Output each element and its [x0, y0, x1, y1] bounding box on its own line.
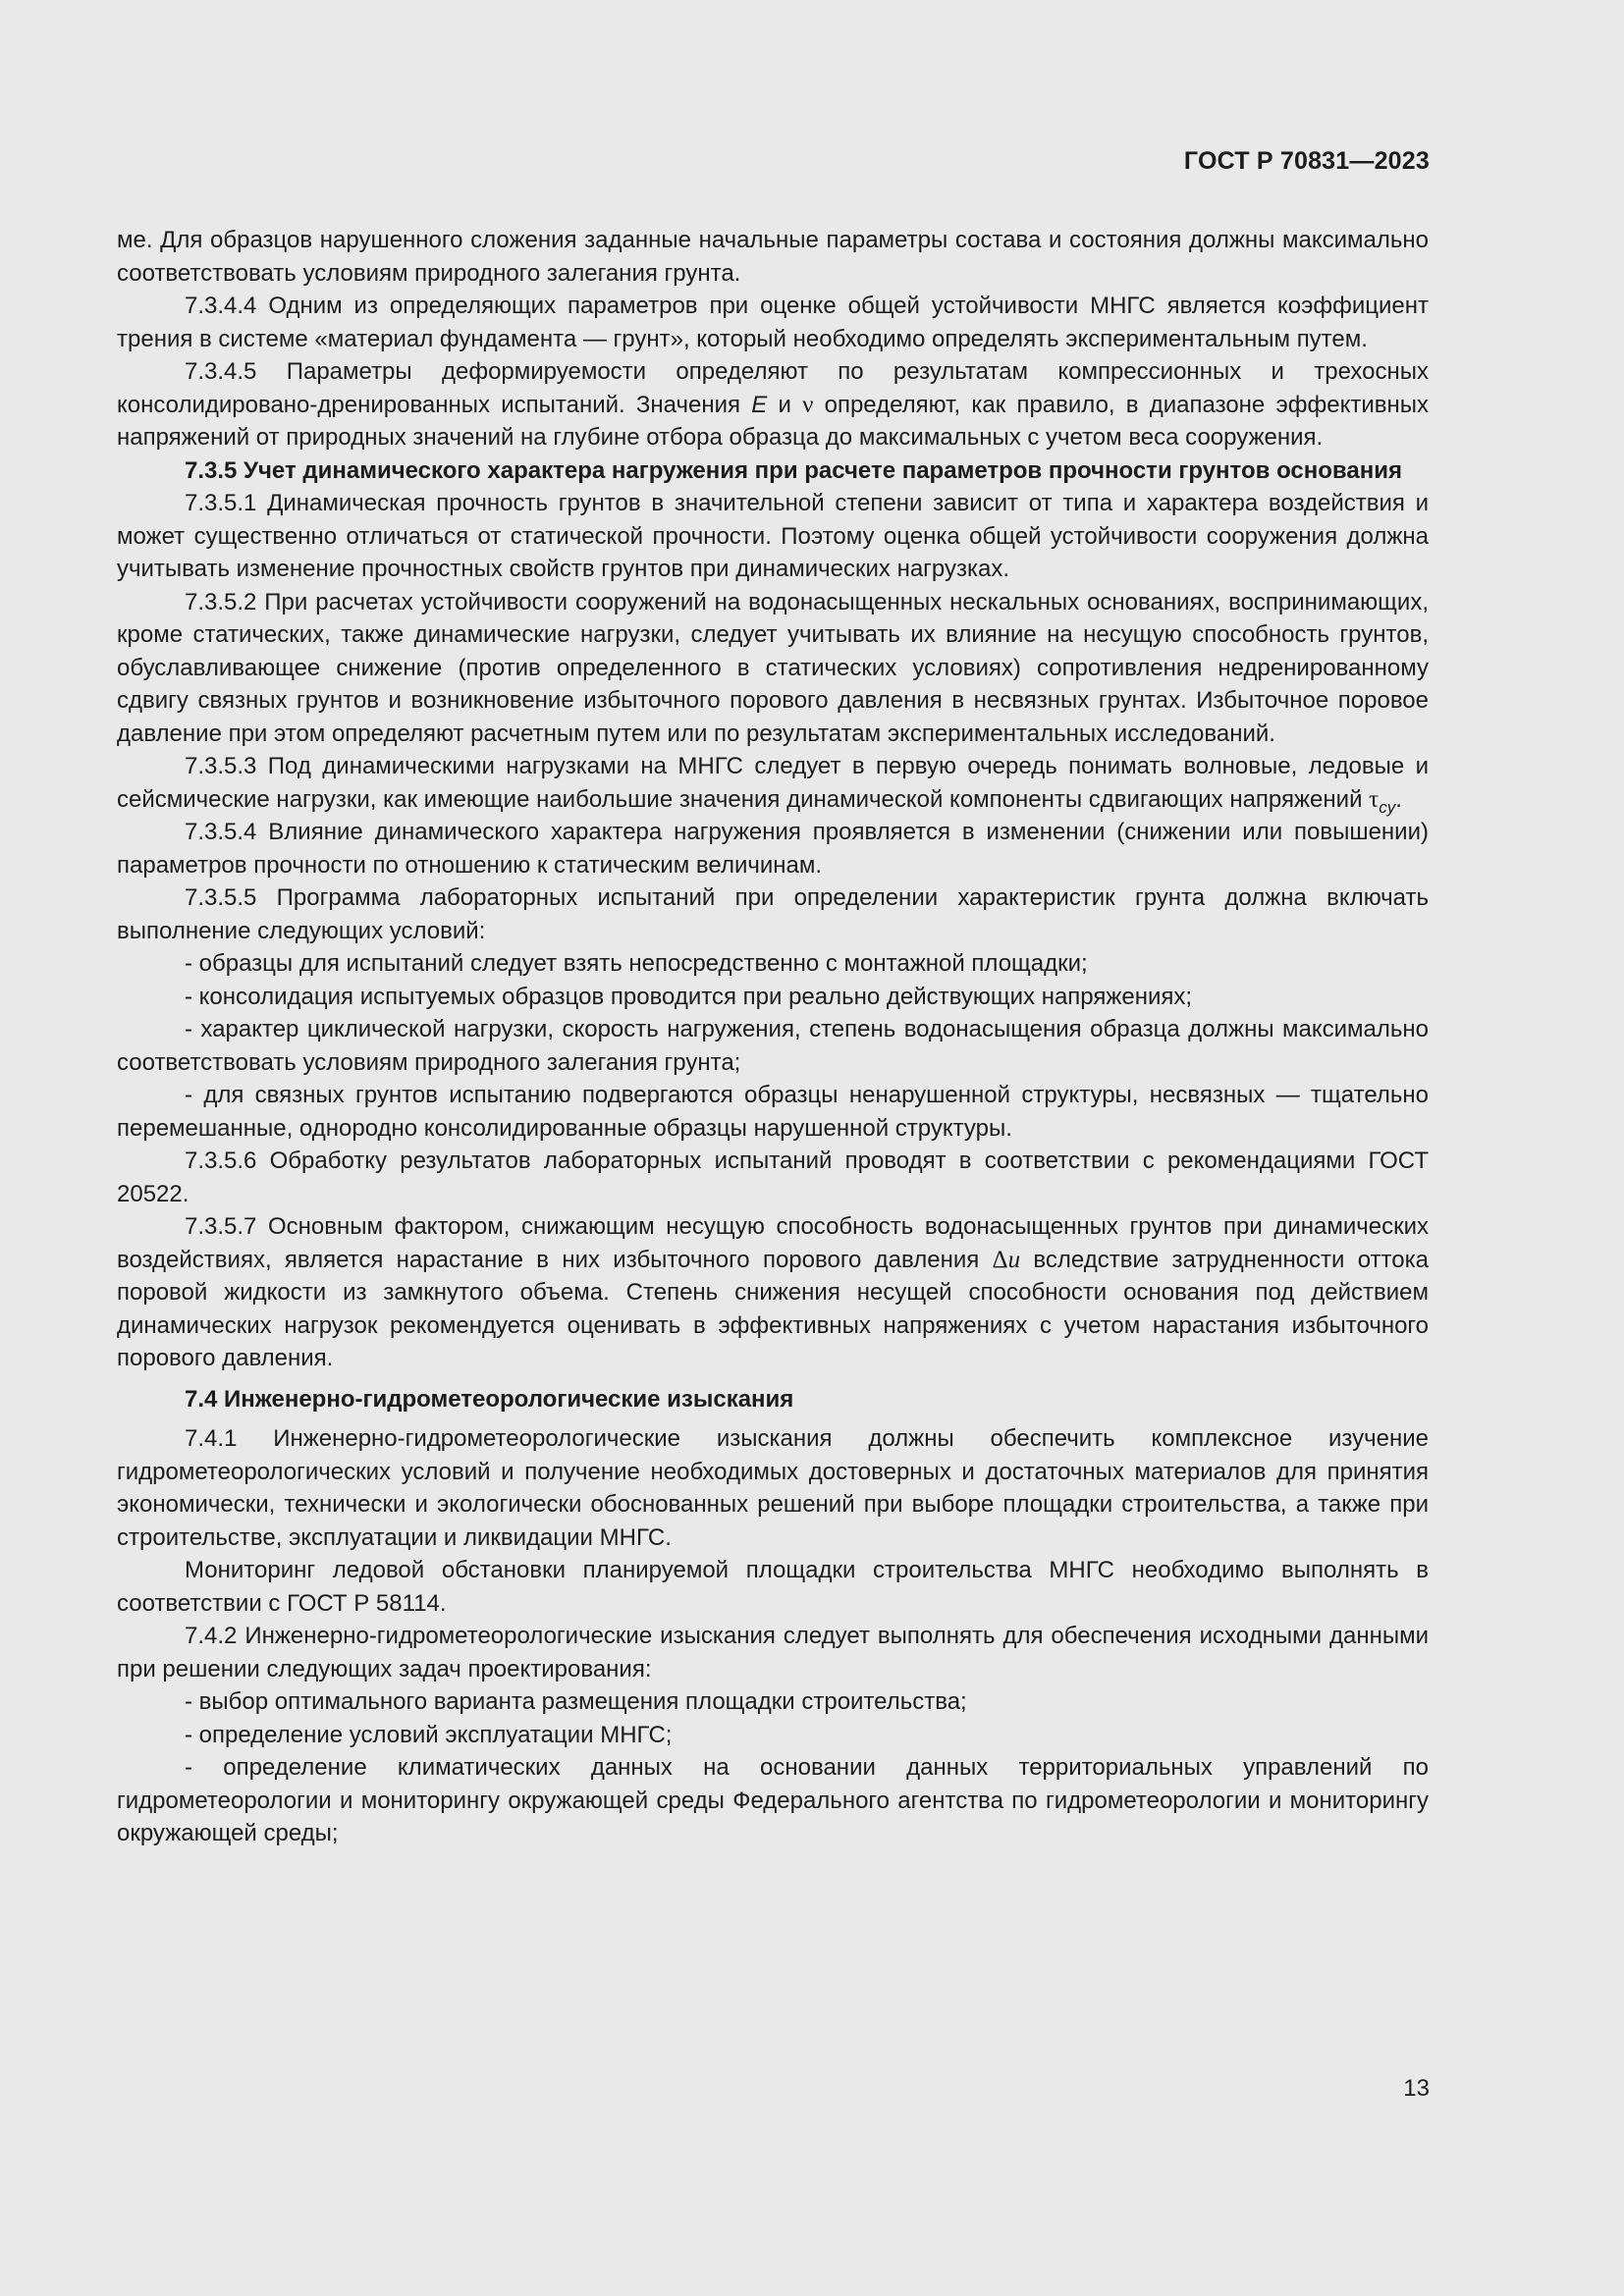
list-item: - для связных грунтов испытанию подвергаются образцы ненарушенной структуры, несвязных — тщательно перемешанные, однородно консолидированные образцы нарушенной структуры. — [117, 1082, 1429, 1142]
list-item: - определение климатических данных на основании данных территориальных управлений по гидрометеорологии и мониторингу окружающей среды Федерального агентства по гидрометеорологии и мониторингу окружающей среды; — [117, 1754, 1429, 1846]
page-number: 13 — [1403, 2075, 1430, 2102]
paragraph-monitoring: Мониторинг ледовой обстановки планируемой площадки строительства МНГС необходимо выполнять в соответствии с ГОСТ Р 58114. — [117, 1557, 1429, 1617]
list-item: - характер циклической нагрузки, скорость нагружения, степень водонасыщения образца должны максимально соответствовать условиям природного залегания грунта; — [117, 1016, 1429, 1076]
paragraph-text: 7.3.5.7 Основным фактором, снижающим несущую способность водонасыщенных грунтов при динамических воздействиях, является нарастание в них избыточного порового давления — [117, 1213, 1429, 1273]
paragraph-7-3-5-6: 7.3.5.6 Обработку результатов лабораторных испытаний проводят в соответствии с рекомендациями ГОСТ 20522. — [117, 1148, 1429, 1207]
symbol-delta: Δ — [992, 1246, 1008, 1273]
document-body — [117, 224, 1429, 1850]
paragraph-7-3-5-1: 7.3.5.1 Динамическая прочность грунтов в значительной степени зависит от типа и характера воздействия и может существенно отличаться от статической прочности. Поэтому оценка общей устойчивости сооружения должна учитывать изменение прочностных свойств грунтов при динамических нагрузках. — [117, 490, 1429, 582]
symbol-e: E — [751, 391, 768, 418]
symbol-nu: ν — [802, 391, 814, 418]
paragraph-text: определяют, как правило, в диапазоне эффективных напряжений от природных значений на глубине отбора образца до максимальных с учетом веса сооружения. — [117, 391, 1429, 451]
list-item: - консолидация испытуемых образцов проводится при реально действующих напряжениях; — [185, 983, 1193, 1010]
paragraph-text: . — [1395, 785, 1402, 813]
paragraph-7-4-1: 7.4.1 Инженерно-гидрометеорологические изыскания должны обеспечить комплексное изучение гидрометеорологических условий и получение необходимых достоверных и достаточных материалов для принятия экономически, технически и экологически обоснованных решений при выборе площадки строительства, а также при строительстве, эксплуатации и ликвидации МНГС. — [117, 1425, 1429, 1551]
paragraph-7-3-5-5: 7.3.5.5 Программа лабораторных испытаний при определении характеристик грунта должна включать выполнение следующих условий: — [117, 884, 1429, 944]
paragraph-text: 7.3.5.3 Под динамическими нагрузками на МНГС следует в первую очередь понимать волновые, ледовые и сейсмические нагрузки, как имеющие наибольшие значения динамической компоненты сдвигающих напряжений — [117, 753, 1429, 813]
section-heading-7-4: 7.4 Инженерно-гидрометеорологические изыскания — [185, 1385, 794, 1413]
paragraph-text: 7.3.4.5 Параметры деформируемости определяют по результатам компрессионных и трехосных консолидировано-дренированных испытаний. Значения — [117, 358, 1429, 418]
document-header-code: ГОСТ Р 70831—2023 — [1183, 147, 1430, 175]
paragraph-text: вследствие затрудненности оттока поровой жидкости из замкнутого объема. Степень снижения несущей способности основания под действием динамических нагрузок рекомендуется оценивать в эффективных напряжениях с учетом нарастания избыточного порового давления. — [117, 1246, 1429, 1371]
paragraph-continuation: ме. Для образцов нарушенного сложения заданные начальные параметры состава и состояния должны максимально соответствовать условиям природного залегания грунта. — [117, 227, 1429, 287]
symbol-tau-subscript: cy — [1379, 797, 1396, 817]
paragraph-7-3-5-2: 7.3.5.2 При расчетах устойчивости сооружений на водонасыщенных нескальных основаниях, воспринимающих, кроме статических, также динамические нагрузки, следует учитывать их влияние на несущую способность грунтов, обуславливающее снижение (против определенного в статических условиях) сопротивления недренированному сдвигу связных грунтов и возникновение избыточного порового давления в несвязных грунтах. Избыточное поровое давление при этом определяют расчетным путем или по результатам экспериментальных исследований. — [117, 588, 1429, 747]
paragraph-7-3-4-5 — [117, 355, 1429, 454]
list-item: - выбор оптимального варианта размещения площадки строительства; — [185, 1688, 967, 1715]
list-item: - образцы для испытаний следует взять непосредственно с монтажной площадки; — [185, 950, 1088, 977]
symbol-u: u — [1007, 1246, 1021, 1273]
paragraph-7-3-5-7 — [117, 1210, 1429, 1375]
paragraph-7-3-5-4: 7.3.5.4 Влияние динамического характера нагружения проявляется в изменении (снижении или повышении) параметров прочности по отношению к статическим величинам. — [117, 819, 1429, 879]
list-item: - определение условий эксплуатации МНГС; — [185, 1721, 673, 1748]
paragraph-text: и — [767, 391, 803, 418]
paragraph-7-3-4-4: 7.3.4.4 Одним из определяющих параметров при оценке общей устойчивости МНГС является коэффициент трения в системе «материал фундамента — грунт», который необходимо определять экспериментальным путем. — [117, 293, 1429, 352]
section-heading-7-3-5: 7.3.5 Учет динамического характера нагружения при расчете параметров прочности грунтов основания — [185, 456, 1402, 484]
symbol-tau: τ — [1369, 785, 1380, 813]
paragraph-7-4-2: 7.4.2 Инженерно-гидрометеорологические изыскания следует выполнять для обеспечения исходными данными при решении следующих задач проектирования: — [117, 1623, 1429, 1682]
paragraph-7-3-5-3 — [117, 750, 1429, 816]
